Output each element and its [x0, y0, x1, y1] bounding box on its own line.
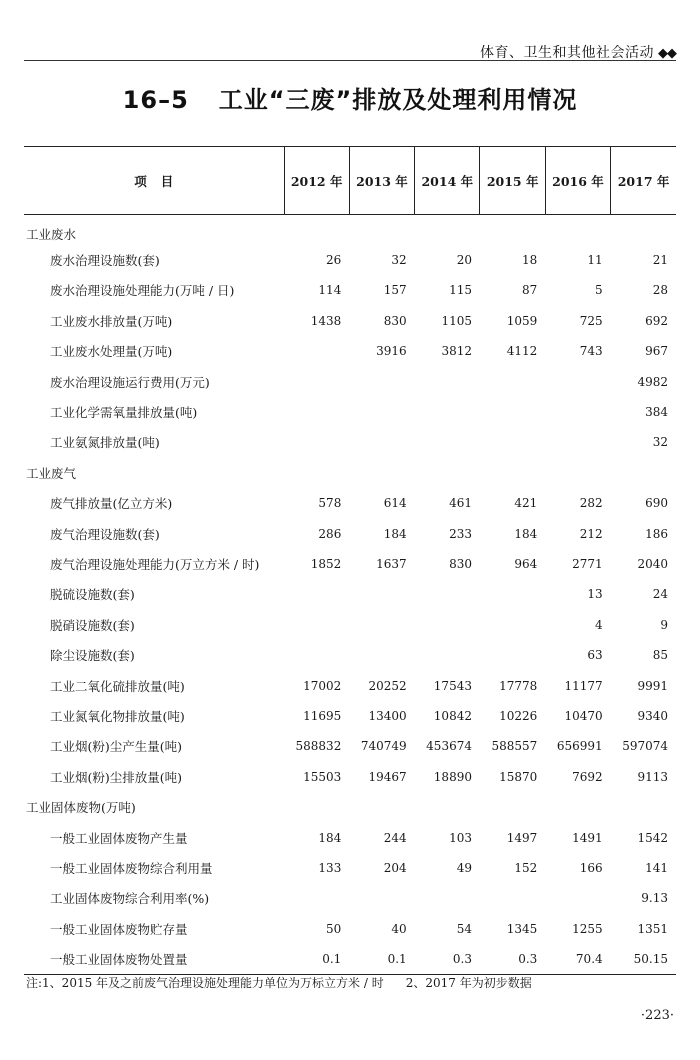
running-header-title	[480, 42, 676, 62]
cell-value: 11	[587, 253, 603, 268]
table-row	[24, 670, 676, 700]
row-label: 工业固体废物综合利用率(%)	[50, 891, 210, 907]
cell-value	[480, 579, 545, 609]
cell-value	[349, 610, 414, 640]
cell-value: 20	[456, 253, 472, 268]
cell-value: 725	[579, 313, 603, 328]
column-header-year: 2015 年	[480, 147, 545, 215]
cell-value: 63	[587, 648, 603, 663]
table-row	[24, 397, 676, 427]
cell-value: 1497	[506, 830, 538, 845]
cell-value	[349, 883, 414, 913]
cell-value	[284, 458, 349, 488]
cell-value: 690	[645, 496, 668, 511]
cell-value: 967	[645, 344, 668, 359]
cell-value: 286	[318, 526, 342, 541]
table-row	[24, 518, 676, 548]
cell-value: 453674	[426, 739, 472, 754]
column-header-year: 2014 年	[415, 147, 480, 215]
cell-value: 0.1	[349, 944, 414, 974]
cell-value: 13400	[368, 708, 407, 723]
cell-value: 21	[652, 253, 668, 268]
cell-value: 10226	[499, 708, 538, 723]
cell-value: 1351	[637, 921, 668, 936]
cell-value: 0.3	[480, 944, 545, 974]
cell-value: 4	[595, 617, 603, 632]
cell-value: 17002	[303, 678, 342, 693]
cell-value: 4112	[506, 344, 538, 359]
column-header-item: 项目	[24, 147, 284, 215]
cell-value: 588557	[491, 739, 538, 754]
column-header-year: 2012 年	[284, 147, 349, 215]
cell-value: 588832	[295, 739, 342, 754]
row-label: 一般工业固体废物贮存量	[50, 921, 188, 937]
cell-value	[545, 458, 610, 488]
cell-value: 32	[391, 253, 407, 268]
row-label: 工业烟(粉)尘排放量(吨)	[50, 769, 183, 785]
cell-value: 10842	[433, 708, 472, 723]
table-row	[24, 944, 676, 974]
cell-value	[415, 458, 480, 488]
cell-value: 19467	[368, 769, 407, 784]
cell-value: 0.3	[415, 944, 480, 974]
cell-value: 26	[326, 253, 342, 268]
cell-value	[480, 397, 545, 427]
cell-value: 9113	[637, 769, 668, 784]
cell-value	[545, 427, 610, 457]
cell-value: 1438	[310, 313, 342, 328]
row-label: 工业废水处理量(万吨)	[50, 344, 173, 360]
cell-value: 7692	[572, 769, 603, 784]
cell-value: 830	[383, 313, 407, 328]
section-label: 工业废气	[26, 465, 77, 481]
cell-value: 70.4	[545, 944, 610, 974]
cell-value: 597074	[622, 739, 668, 754]
cell-value: 1852	[310, 556, 342, 571]
cell-value	[415, 610, 480, 640]
data-table	[24, 146, 676, 975]
cell-value: 184	[318, 830, 342, 845]
cell-value: 204	[383, 860, 407, 875]
cell-value: 4982	[637, 374, 668, 389]
running-header-text: 体育、卫生和其他社会活动	[480, 45, 654, 61]
cell-value	[284, 336, 349, 366]
cell-value: 740749	[360, 739, 407, 754]
table-row	[24, 883, 676, 913]
cell-value: 152	[514, 860, 538, 875]
table-body	[24, 215, 676, 975]
cell-value: 20252	[368, 678, 407, 693]
table-title: 工业“三废”排放及处理利用情况	[218, 86, 578, 114]
table-row	[24, 640, 676, 670]
cell-value	[415, 397, 480, 427]
cell-value: 1491	[572, 830, 603, 845]
footnote	[26, 974, 532, 991]
cell-value: 421	[514, 496, 538, 511]
header-row	[24, 147, 676, 215]
row-label: 脱硫设施数(套)	[50, 587, 135, 603]
row-label: 废水治理设施运行费用(万元)	[50, 374, 210, 390]
cell-value: 17543	[433, 678, 472, 693]
cell-value	[349, 458, 414, 488]
section-label: 工业固体废物(万吨)	[26, 800, 136, 816]
cell-value: 964	[514, 556, 538, 571]
cell-value	[284, 610, 349, 640]
row-label: 工业废水排放量(万吨)	[50, 313, 173, 329]
row-label: 工业化学需氧量排放量(吨)	[50, 405, 198, 421]
cell-value: 50.15	[611, 944, 676, 974]
row-label: 一般工业固体废物综合利用量	[50, 860, 213, 876]
footnote-part-2: 2、2017 年为初步数据	[405, 976, 532, 990]
cell-value	[284, 640, 349, 670]
footnote-part-1: 注:1、2015 年及之前废气治理设施处理能力单位为万标立方米 / 时	[26, 976, 384, 990]
table-row	[24, 549, 676, 579]
table-row	[24, 822, 676, 852]
cell-value: 15503	[303, 769, 342, 784]
cell-value	[545, 397, 610, 427]
cell-value	[611, 458, 676, 488]
cell-value: 50	[326, 921, 342, 936]
cell-value: 85	[652, 648, 668, 663]
cell-value	[349, 397, 414, 427]
cell-value: 9.13	[641, 891, 668, 906]
cell-value: 18	[522, 253, 538, 268]
cell-value	[349, 215, 414, 245]
row-label: 一般工业固体废物产生量	[50, 830, 188, 846]
row-label: 工业氨氮排放量(吨)	[50, 435, 160, 451]
table-number: 16–5	[122, 86, 189, 114]
cell-value	[480, 458, 545, 488]
row-label: 废水治理设施数(套)	[50, 253, 160, 269]
cell-value: 2040	[637, 556, 668, 571]
cell-value	[480, 792, 545, 822]
row-label: 工业烟(粉)尘产生量(吨)	[50, 739, 183, 755]
row-label: 废水治理设施处理能力(万吨 / 日)	[50, 283, 235, 299]
cell-value: 13	[587, 587, 603, 602]
cell-value: 18890	[433, 769, 472, 784]
cell-value: 54	[456, 921, 472, 936]
cell-value: 115	[449, 283, 472, 298]
cell-value: 24	[652, 587, 668, 602]
row-label: 脱硝设施数(套)	[50, 617, 135, 633]
row-label: 废气排放量(亿立方米)	[50, 496, 173, 512]
cell-value: 157	[383, 283, 407, 298]
table-row	[24, 762, 676, 792]
column-header-year: 2013 年	[349, 147, 414, 215]
cell-value: 578	[318, 496, 342, 511]
cell-value	[545, 883, 610, 913]
row-label: 废气治理设施处理能力(万立方米 / 时)	[50, 556, 260, 572]
cell-value: 28	[652, 283, 668, 298]
table-row	[24, 245, 676, 275]
cell-value: 141	[645, 860, 668, 875]
cell-value: 1059	[506, 313, 538, 328]
cell-value	[284, 792, 349, 822]
table-row	[24, 366, 676, 396]
column-header-year: 2017 年	[611, 147, 676, 215]
table-row	[24, 579, 676, 609]
cell-value	[480, 640, 545, 670]
cell-value: 5	[595, 283, 603, 298]
diamond-icon: ◆◆	[658, 46, 676, 61]
cell-value: 133	[318, 860, 342, 875]
cell-value	[415, 579, 480, 609]
cell-value	[284, 397, 349, 427]
cell-value: 244	[383, 830, 407, 845]
cell-value: 10470	[564, 708, 603, 723]
cell-value: 9	[660, 617, 668, 632]
cell-value: 17778	[499, 678, 538, 693]
cell-value	[349, 640, 414, 670]
cell-value	[480, 883, 545, 913]
cell-value: 830	[449, 556, 472, 571]
cell-value	[415, 215, 480, 245]
cell-value: 186	[645, 526, 668, 541]
cell-value	[415, 366, 480, 396]
cell-value: 692	[645, 313, 668, 328]
cell-value	[284, 883, 349, 913]
cell-value	[349, 366, 414, 396]
cell-value	[545, 215, 610, 245]
table-header	[24, 147, 676, 215]
cell-value	[284, 579, 349, 609]
cell-value: 282	[579, 496, 603, 511]
row-label: 工业二氧化硫排放量(吨)	[50, 678, 185, 694]
cell-value: 3916	[376, 344, 407, 359]
cell-value: 32	[652, 435, 668, 450]
cell-value	[284, 427, 349, 457]
cell-value	[349, 427, 414, 457]
cell-value	[611, 215, 676, 245]
cell-value	[480, 427, 545, 457]
page-number: ·223·	[640, 1008, 674, 1023]
table-row	[24, 913, 676, 943]
cell-value: 1255	[572, 921, 603, 936]
cell-value: 1105	[441, 313, 472, 328]
cell-value: 2771	[572, 556, 603, 571]
table-row	[24, 275, 676, 305]
cell-value	[415, 792, 480, 822]
cell-value: 9340	[637, 708, 668, 723]
page-title	[0, 80, 700, 115]
section-row	[24, 792, 676, 822]
section-row	[24, 215, 676, 245]
cell-value: 9991	[637, 678, 668, 693]
cell-value	[480, 366, 545, 396]
cell-value: 15870	[499, 769, 538, 784]
cell-value: 1542	[637, 830, 668, 845]
cell-value	[284, 366, 349, 396]
cell-value: 184	[514, 526, 538, 541]
cell-value: 114	[318, 283, 342, 298]
cell-value: 49	[456, 860, 472, 875]
section-label: 工业废水	[26, 226, 77, 242]
cell-value: 1637	[376, 556, 407, 571]
cell-value: 384	[645, 405, 668, 420]
running-header	[24, 14, 676, 61]
cell-value	[349, 579, 414, 609]
cell-value: 212	[579, 526, 603, 541]
table-row	[24, 488, 676, 518]
cell-value: 103	[449, 830, 472, 845]
cell-value: 1345	[506, 921, 538, 936]
table-row	[24, 336, 676, 366]
cell-value: 461	[449, 496, 472, 511]
cell-value: 233	[449, 526, 472, 541]
cell-value: 11695	[303, 708, 342, 723]
table-row	[24, 427, 676, 457]
column-header-year: 2016 年	[545, 147, 610, 215]
cell-value: 40	[391, 921, 407, 936]
row-label: 废气治理设施数(套)	[50, 526, 160, 542]
cell-value: 87	[522, 283, 538, 298]
row-label: 工业氮氧化物排放量(吨)	[50, 708, 185, 724]
table-row	[24, 306, 676, 336]
cell-value	[415, 640, 480, 670]
cell-value: 743	[579, 344, 603, 359]
table-row	[24, 701, 676, 731]
cell-value: 166	[579, 860, 603, 875]
cell-value	[545, 366, 610, 396]
cell-value: 3812	[441, 344, 472, 359]
cell-value	[480, 610, 545, 640]
cell-value: 0.1	[284, 944, 349, 974]
cell-value	[415, 883, 480, 913]
cell-value	[545, 792, 610, 822]
table-row	[24, 853, 676, 883]
cell-value: 11177	[564, 678, 603, 693]
cell-value	[480, 215, 545, 245]
cell-value	[611, 792, 676, 822]
cell-value: 656991	[556, 739, 603, 754]
table-row	[24, 731, 676, 761]
row-label: 除尘设施数(套)	[50, 648, 135, 664]
row-label: 一般工业固体废物处置量	[24, 944, 284, 974]
cell-value	[284, 215, 349, 245]
cell-value	[349, 792, 414, 822]
section-row	[24, 458, 676, 488]
cell-value: 614	[383, 496, 407, 511]
cell-value: 184	[383, 526, 407, 541]
cell-value	[415, 427, 480, 457]
table-row	[24, 610, 676, 640]
